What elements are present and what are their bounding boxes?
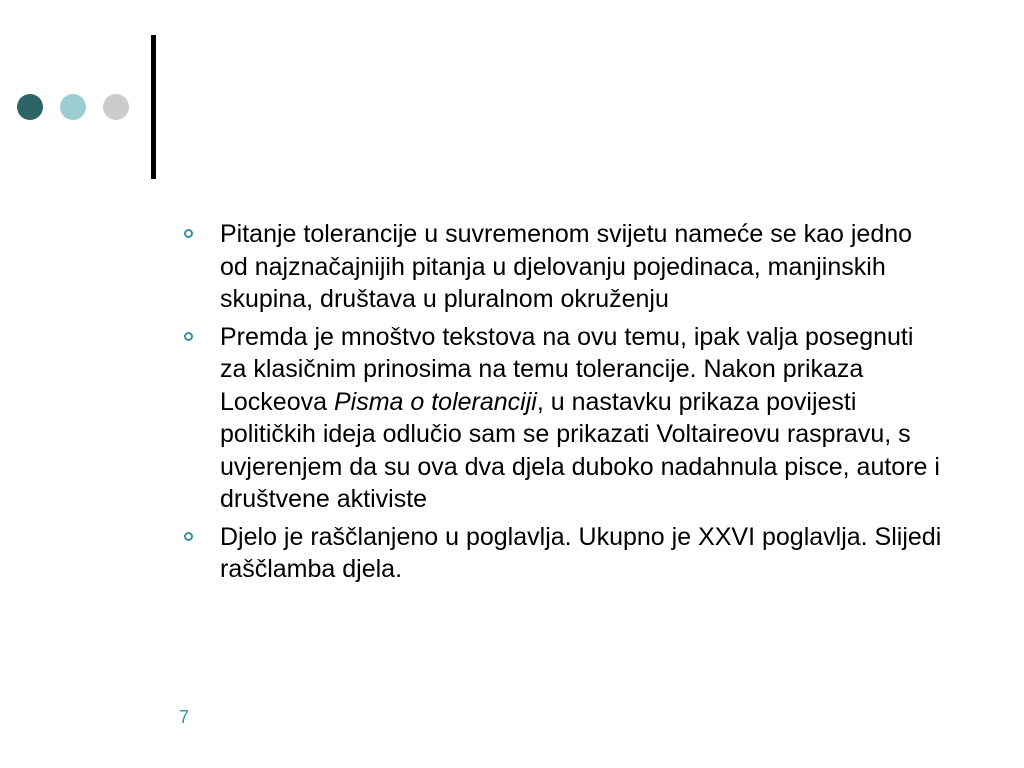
bullet-text-after: , u nastavku prikaza povijesti političkih ideja odlučio sam se prikazati Voltaireovu raspravu, s uvjerenjem da su ova dva djela duboko nadahnula pisce, autore i društvene aktiviste [220,387,940,513]
slide-body [184,218,944,591]
bullet-text-italic-title: Pisma o toleranciji [333,387,537,416]
decor-vertical-bar [151,35,156,179]
decor-dot-light [60,94,86,120]
decor-dot-dark [17,94,43,120]
bullet-text [220,323,940,514]
decor-dot-gray [103,94,129,120]
bullet-item-3 [184,521,944,586]
bullet-text: Pitanje tolerancije u suvremenom svijetu nameće se kao jedno od najznačajnijih pitanja u djelovanju pojedinaca, manjinskih skupina, društava u pluralnom okruženju [220,220,913,313]
bullet-circle-icon [184,532,193,541]
bullet-text-before: Premda je mnoštvo tekstova na ovu temu, ipak valja posegnuti za klasičnim prinosima na temu tolerancije. Nakon prikaza Lockeova [220,322,914,416]
bullet-item-2 [184,321,944,516]
bullet-circle-icon [184,229,193,238]
bullet-item-1 [184,218,944,316]
bullet-text: Djelo je raščlanjeno u poglavlja. Ukupno je XXVI poglavlja. Slijedi raščlamba djela. [220,522,942,583]
bullet-circle-icon [184,332,193,341]
page-number: 7 [179,707,190,727]
